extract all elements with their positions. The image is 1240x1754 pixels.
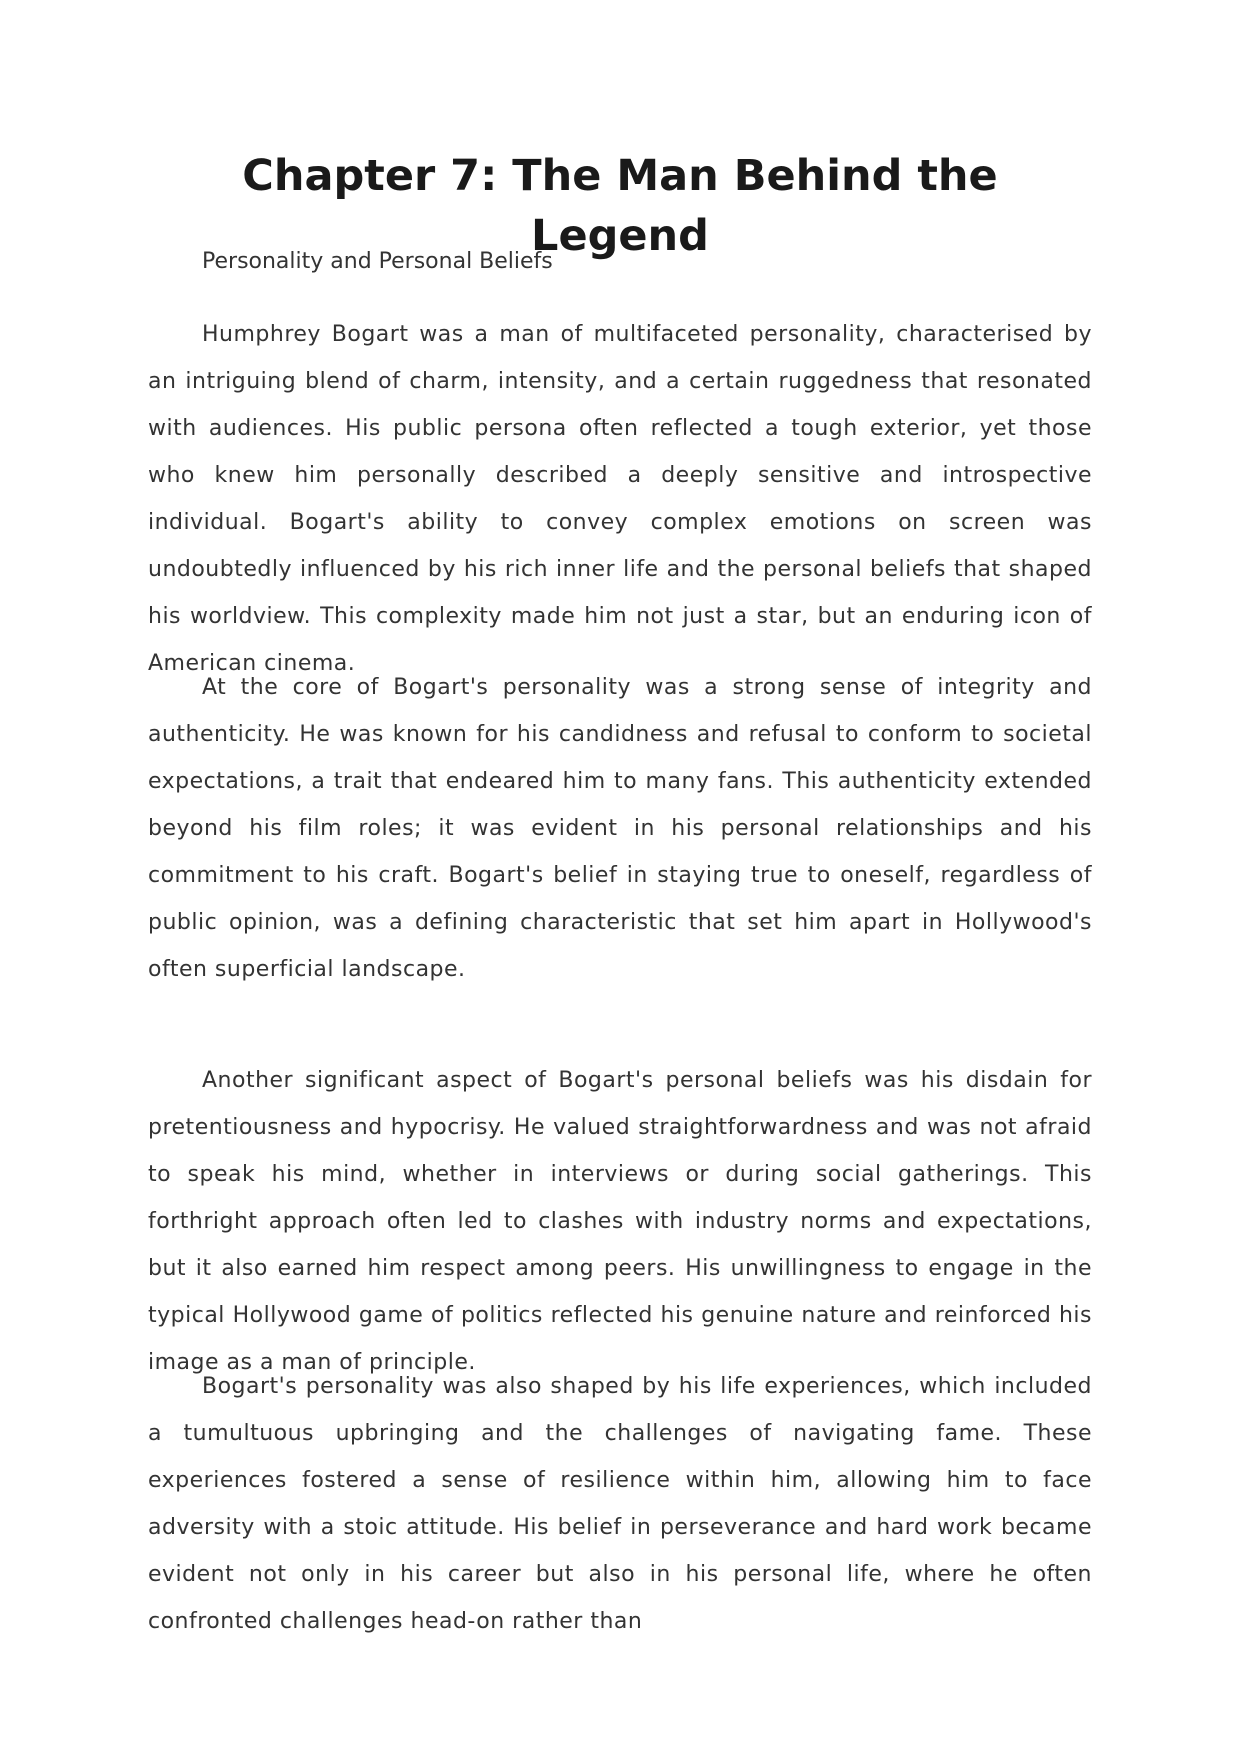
paragraph-3: Another significant aspect of Bogart's personal beliefs was his disdain for pretentiousness and hypocrisy. He valued straightforwardness and was not afraid to speak his mind, whether in interviews or during social gatherings. This forthright approach often led to clashes with industry norms and expectations, but it also earned him respect among peers. His unwillingness to engage in the typical Hollywood game of politics reflected his genuine nature and reinforced his image as a man of principle. [148, 1068, 1092, 1375]
paragraph-4: Bogart's personality was also shaped by his life experiences, which included a tumultuous upbringing and the challenges of navigating fame. These experiences fostered a sense of resilience within him, allowing him to face adversity with a stoic attitude. His belief in perseverance and hard work became evident not only in his career but also in his personal life, where he often confronted challenges head-on rather than [148, 1374, 1092, 1634]
paragraph-1: Humphrey Bogart was a man of multifaceted personality, characterised by an intriguing blend of charm, intensity, and a certain ruggedness that resonated with audiences. His public persona often reflected a tough exterior, yet those who knew him personally described a deeply sensitive and introspective individual. Bogart's ability to convey complex emotions on screen was undoubtedly influenced by his rich inner life and the personal beliefs that shaped his worldview. This complexity made him not just a star, but an enduring icon of American cinema. [148, 322, 1092, 676]
paragraph-2: At the core of Bogart's personality was a strong sense of integrity and authenticity. He was known for his candidness and refusal to conform to societal expectations, a trait that endeared him to many fans. This authenticity extended beyond his film roles; it was evident in his personal relationships and his commitment to his craft. Bogart's belief in staying true to oneself, regardless of public opinion, was a defining characteristic that set him apart in Hollywood's often superficial landscape. [148, 675, 1092, 982]
chapter-title: Chapter 7: The Man Behind the Legend [242, 151, 998, 261]
section-heading: Personality and Personal Beliefs [202, 249, 553, 274]
